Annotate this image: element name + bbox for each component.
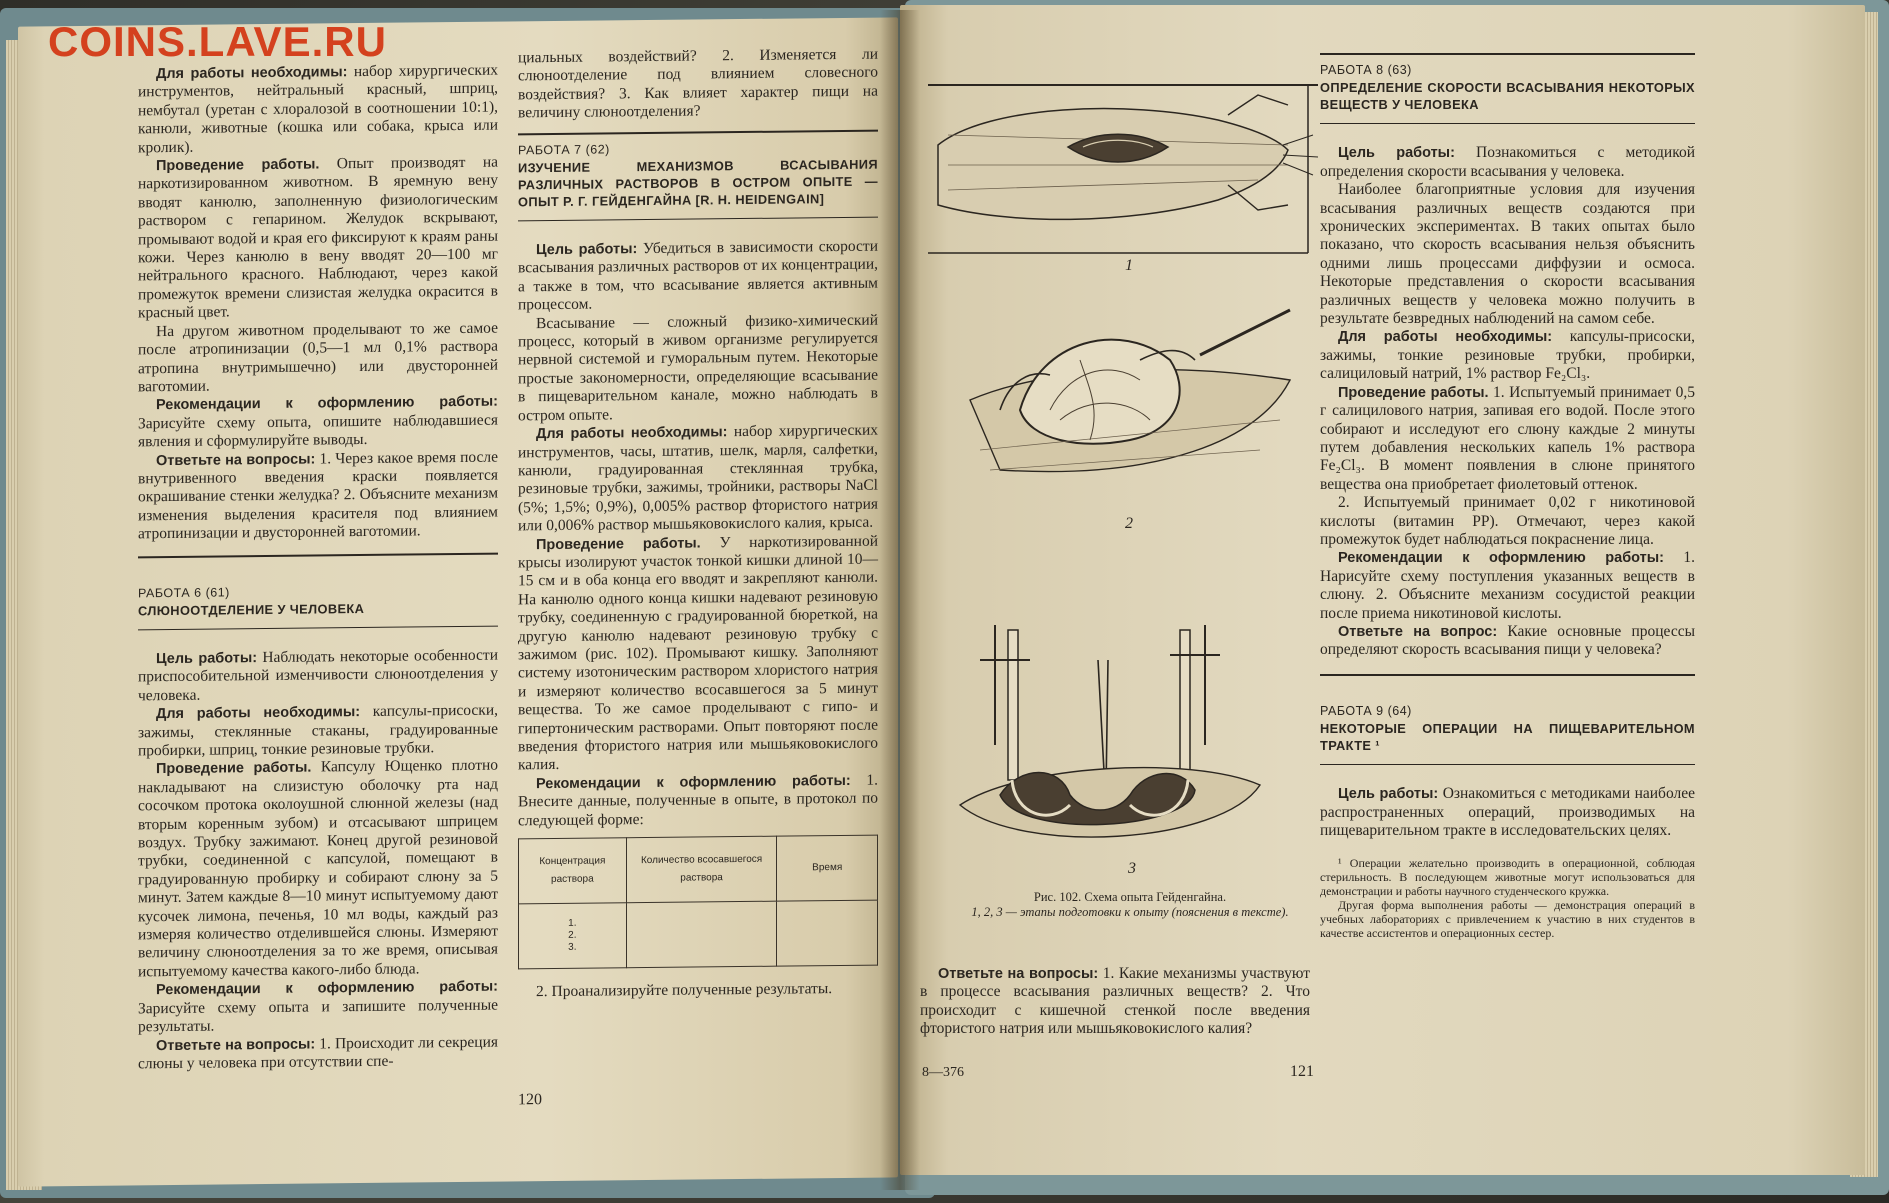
paragraph bbox=[138, 647, 498, 706]
text: Зарисуйте схему опыта, опишите наблюдавшиеся явления и сформулируйте выводы. bbox=[138, 411, 498, 451]
paragraph bbox=[138, 757, 498, 982]
section-rule bbox=[1320, 123, 1695, 124]
paragraph bbox=[920, 965, 1310, 1039]
label: Проведение работы. bbox=[536, 534, 701, 553]
paragraph bbox=[1320, 549, 1695, 623]
watermark-text: COINS.LAVE.RU bbox=[48, 18, 387, 65]
figure-caption bbox=[960, 890, 1300, 920]
label: Ответьте на вопросы: bbox=[156, 1035, 316, 1054]
signature-mark: 8—376 bbox=[922, 1065, 964, 1080]
figure-number: 1 bbox=[1125, 257, 1133, 274]
label: Цель работы: bbox=[1338, 145, 1455, 162]
figure-number: 3 bbox=[1128, 860, 1136, 877]
label: Для работы необходимы: bbox=[1338, 329, 1553, 346]
label: Для работы необходимы: bbox=[536, 424, 728, 443]
paragraph bbox=[138, 393, 498, 452]
paragraph bbox=[138, 154, 498, 323]
paragraph bbox=[138, 978, 498, 1037]
table-cell-rows: 1. 2. 3. bbox=[519, 903, 627, 969]
caption-title: Рис. 102. Схема опыта Гейденгайна. bbox=[1033, 890, 1227, 904]
footnote: ¹ Операции желательно производить в операционной, соблюдая стерильность. В последующем животные могут использоваться для демонстрации и работы научного студенческого кружка. bbox=[1320, 856, 1695, 899]
text: Убедиться в зависимости скорости всасывания различных растворов от их концентрации, а также в том, что всасывание является активным процессом. bbox=[518, 237, 878, 314]
section-rule bbox=[138, 552, 498, 558]
table-cell bbox=[777, 900, 878, 966]
text: капсулы-присоски, зажимы, тонкие резиновые трубки, пробирки, салициловый натрий, 1% раствор Fe₂Cl₃. bbox=[1320, 328, 1695, 383]
book-gutter bbox=[880, 10, 920, 1190]
text: 1. Внесите данные, полученные в опыте, в протокол по следующей форме: bbox=[518, 771, 878, 829]
paragraph bbox=[518, 771, 878, 830]
table-header-row bbox=[519, 835, 878, 904]
left-page bbox=[18, 17, 898, 1186]
text: Какие основные процессы определяют скорость всасывания пищи у человека? bbox=[1320, 622, 1695, 659]
paragraph bbox=[518, 238, 878, 315]
work-9-title: НЕКОТОРЫЕ ОПЕРАЦИИ НА ПИЩЕВАРИТЕЛЬНОМ ТРАКТЕ ¹ bbox=[1320, 721, 1695, 754]
intestine-drawing bbox=[960, 300, 1300, 500]
text: набор хирургических инструментов, нейтральный красный, шприц, нембутал (уретан с хлоралозой в соотношении 10:1), канюли, животные (кошка или собака, крыса или кролик). bbox=[138, 61, 498, 156]
label: Цель работы: bbox=[1338, 786, 1439, 803]
table-header-cell: Концентрация раствора bbox=[519, 838, 627, 904]
right-page bbox=[900, 5, 1865, 1175]
caption-subtitle: 1, 2, 3 — этапы подготовки к опыту (пояснения в тексте). bbox=[971, 905, 1289, 919]
text: набор хирургических инструментов, часы, штатив, шелк, марля, салфетки, канюли, градуированная стеклянная трубка, резиновые трубки, зажимы, тройники, растворы NaCl (5%; 1,5%; 0,9%), 0,005% раствор фтористого натрия или 0,006% раствор мышьяковокислого калия, крыса. bbox=[518, 421, 878, 535]
paragraph bbox=[1320, 785, 1695, 840]
label: Рекомендации к оформлению работы: bbox=[536, 772, 851, 792]
label: Цель работы: bbox=[536, 241, 638, 259]
questions-block bbox=[920, 965, 1310, 1039]
paragraph: циальных воздействий? 2. Изменяется ли слюноотделение под влиянием словесного воздействия? 3. Как влияет характер пищи на величину слюноотделения? bbox=[518, 45, 878, 122]
paragraph bbox=[518, 422, 878, 536]
apparatus-drawing bbox=[940, 615, 1280, 855]
label: Проведение работы. bbox=[156, 759, 312, 778]
work-8-heading: РАБОТА 8 (63) bbox=[1320, 63, 1412, 77]
page-number-right: 121 bbox=[1290, 1063, 1314, 1080]
paragraph: Наиболее благоприятные условия для изучения всасывания различных веществ создаются при хронических экспериментах. В таких опытах было показано, что скорость всасывания нельзя объяснить одними лишь процессами диффузии и осмоса. Некоторые представления о скорости всасывания различных веществ у человека можно получить в результате безвредных наблюдений на самом себе. bbox=[1320, 181, 1695, 328]
work-7-heading: РАБОТА 7 (62) bbox=[518, 142, 610, 157]
text: 1. Через какое время после внутривенного введения краски появляется окрашивание стенки желудка? 2. Объясните механизм изменения выделения красителя под влиянием атропинизации и двусторонней ваготомии. bbox=[138, 448, 498, 543]
page-number-left: 120 bbox=[518, 1091, 542, 1109]
work-6-heading: РАБОТА 6 (61) bbox=[138, 584, 230, 600]
label: Для работы необходимы: bbox=[156, 64, 348, 83]
paragraph: На другом животном проделывают то же самое после атропинизации (0,5—1 мл 0,1% раствора атропина внутримышечно) или двусторонней ваготомии. bbox=[138, 319, 498, 396]
work-7-title: ИЗУЧЕНИЕ МЕХАНИЗМОВ ВСАСЫВАНИЯ РАЗЛИЧНЫХ РАСТВОРОВ В ОСТРОМ ОПЫТЕ — ОПЫТ Р. Г. ГЕЙДЕНГАЙНА [R. H. HEIDENGAIN] bbox=[518, 156, 878, 210]
label: Цель работы: bbox=[156, 650, 258, 668]
paragraph bbox=[1320, 384, 1695, 494]
label: Ответьте на вопросы: bbox=[938, 966, 1099, 982]
right-column bbox=[1320, 53, 1695, 940]
text: 1. Испытуемый принимает 0,5 г салицилового натрия, запивая его водой. После этого собирают и исследуют его слюну каждые 2 минуты путем добавления нескольких капель 1% раствора Fe₂Cl₃. В момент появления в слюне принятого вещества она приобретает фиолетовый оттенок. bbox=[1320, 383, 1695, 493]
label: Проведение работы. bbox=[156, 156, 320, 175]
protocol-table bbox=[518, 835, 878, 970]
section-rule bbox=[1320, 53, 1695, 55]
text: 1. Какие механизмы участвуют в процессе всасывания различных веществ? 2. Что происходит с кишечной стенкой после введения фтористого натрия или мышьяковокислого калия? bbox=[920, 965, 1310, 1038]
figure-intestine-illustration bbox=[960, 300, 1300, 500]
text: капсулы-присоски, зажимы, стеклянные стаканы, градуированные пробирки, шприц, тонкие резиновые трубки. bbox=[138, 701, 498, 760]
text: Капсулу Ющенко плотно накладывают на слизистую оболочку рта над сосочком протока околоушной слюнной железы (над вторым коренным зубом) и отсасывают шприцем воздух. Трубку зажимают. Конец другой резиновой трубки, соединенной с капсулой, помещают в градуированную пробирку и собирают слюну за 5 минут. Затем каждые 8—10 минут испытуемому дают кусочек лимона, печенья, 10 мл воды, каждый раз измеряя количество отделившейся слюны. Измеряют величину слюноотделения за то же время, описывая испытуемому качества какого-либо блюда. bbox=[138, 756, 499, 981]
paragraph bbox=[1320, 144, 1695, 181]
section-rule bbox=[138, 626, 498, 631]
work-6-title: СЛЮНООТДЕЛЕНИЕ У ЧЕЛОВЕКА bbox=[138, 600, 365, 619]
figure-rat-illustration bbox=[928, 75, 1328, 265]
section-rule bbox=[1320, 674, 1695, 676]
paragraph bbox=[138, 702, 498, 761]
table-header-cell: Время bbox=[777, 835, 878, 901]
table-cell bbox=[626, 901, 777, 968]
text: Ознакомиться с методиками наиболее распространенных операций, производимых на пищеварительном тракте в исследовательских целях. bbox=[1320, 785, 1695, 839]
table-header-cell: Количество всосавшегося раствора bbox=[626, 836, 777, 903]
text: Опыт производят на наркотизированном животном. В яремную вену вводят канюлю, заполненную физиологическим раствором с гепарином. Желудок вскрывают, промывают водой и края его фиксируют к краям раны кожи. Через канюлю в вену вводят 20—100 мг нейтрального красного. Наблюдают, через какой промежуток времени слизистая желудка окрасится в красный цвет. bbox=[138, 153, 499, 322]
rat-drawing bbox=[928, 75, 1328, 265]
table-row bbox=[519, 900, 878, 969]
text: 1. Нарисуйте схему поступления указанных веществ в слюну. 2. Объясните механизм сосудистой реакции после приема никотиновой кислоты. bbox=[1320, 549, 1695, 622]
label: Ответьте на вопросы: bbox=[156, 451, 316, 469]
section-rule bbox=[518, 129, 878, 135]
label: Ответьте на вопрос: bbox=[1338, 623, 1498, 640]
footnote: Другая форма выполнения работы — демонстрация операций в учебных лабораториях с привлечением к участию в них студентов в качестве ассистентов и операционных сестер. bbox=[1320, 898, 1695, 941]
text: Наблюдать некоторые особенности приспособительной изменчивости слюноотделения у человека. bbox=[138, 646, 498, 705]
paragraph bbox=[138, 1033, 498, 1074]
text: Зарисуйте схему опыта и запишите полученные результаты. bbox=[138, 996, 498, 1036]
section-rule bbox=[1320, 764, 1695, 765]
text: 1. Происходит ли секреция слюны у человека при отсутствии спе- bbox=[138, 1033, 498, 1073]
label: Для работы необходимы: bbox=[156, 704, 361, 723]
paragraph: 2. Испытуемый принимает 0,02 г никотиновой кислоты (витамин PP). Отмечают, через какой промежуток будет наблюдаться покраснение лица. bbox=[1320, 494, 1695, 548]
figure-number: 2 bbox=[1125, 515, 1133, 532]
paragraph bbox=[1320, 328, 1695, 383]
left-column-2 bbox=[518, 46, 878, 1002]
paragraph: Всасывание — сложный физико-химический процесс, который в живом организме регулируется нервной системой и гуморальным путем. Некоторые простые закономерности, определяющие всасывание в пищеварительном канале, можно наблюдать в остром опыте. bbox=[518, 311, 878, 425]
label: Рекомендации к оформлению работы: bbox=[156, 393, 498, 414]
left-column-1 bbox=[138, 62, 498, 1074]
paragraph: 2. Проанализируйте полученные результаты. bbox=[536, 980, 833, 1001]
work-8-title: ОПРЕДЕЛЕНИЕ СКОРОСТИ ВСАСЫВАНИЯ НЕКОТОРЫХ ВЕЩЕСТВ У ЧЕЛОВЕКА bbox=[1320, 80, 1695, 113]
paragraph bbox=[518, 532, 878, 775]
work-9-heading: РАБОТА 9 (64) bbox=[1320, 703, 1412, 718]
label: Рекомендации к оформлению работы: bbox=[156, 978, 498, 999]
text: Познакомиться с методикой определения скорости всасывания у человека. bbox=[1320, 144, 1695, 180]
text: У наркотизированной крысы изолируют участок тонкой кишки длиной 10—15 см и в оба конца его вводят и закрепляют канюли. На канюлю одного конца кишки надевают резиновую трубку, соединенную с градуированной бюреткой, на другую канюлю надевают резиновую трубку с зажимом (рис. 102). Промывают кишку. Заполняют систему изотоническим раствором хлористого натрия и измеряют количество всосавшегося за 5 минут вещества. То же самое проделывают с гипо- и гипертоническим растворами. Опыт повторяют после введения фтористого натрия или мышьяковокислого калия. bbox=[518, 532, 879, 774]
section-rule bbox=[518, 217, 878, 222]
paragraph bbox=[138, 62, 498, 158]
paragraph bbox=[138, 448, 498, 544]
paragraph bbox=[1320, 623, 1695, 660]
figure-apparatus-illustration bbox=[940, 615, 1280, 855]
label: Рекомендации к оформлению работы: bbox=[1338, 550, 1664, 567]
label: Проведение работы. bbox=[1338, 384, 1489, 401]
